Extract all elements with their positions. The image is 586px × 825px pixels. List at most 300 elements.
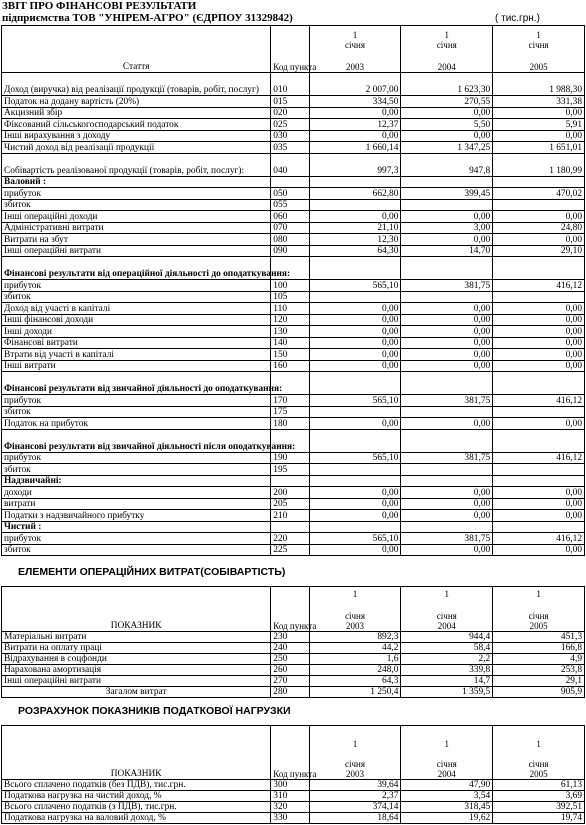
row-value: 374,14 xyxy=(309,802,401,813)
row-value xyxy=(401,199,493,211)
row-value: 381,75 xyxy=(401,533,493,545)
row-value: 12,30 xyxy=(309,234,401,246)
row-label: Фінансові результати від операційної діяльності до оподаткування: xyxy=(2,257,271,280)
header-period-2005: 1 січня 2005 xyxy=(493,587,585,632)
row-value xyxy=(401,521,493,533)
table-row xyxy=(2,464,585,476)
table-row xyxy=(2,222,585,234)
operating-costs-table xyxy=(1,586,585,698)
tax-burden-table xyxy=(1,725,585,824)
row-code: 090 xyxy=(271,245,309,257)
row-value: 416,12 xyxy=(493,452,585,464)
row-code: 310 xyxy=(271,791,309,802)
row-code: 055 xyxy=(271,199,309,211)
row-label: Матеріальні витрати xyxy=(2,632,271,643)
row-label: Чистий доход від реалізації продукції xyxy=(2,142,271,154)
row-value xyxy=(309,257,401,280)
row-code: 160 xyxy=(271,360,309,372)
row-value: 0,00 xyxy=(493,487,585,499)
row-value: 39,64 xyxy=(309,780,401,791)
row-code: 240 xyxy=(271,643,309,654)
row-value xyxy=(309,521,401,533)
row-label: Фінансові результати від звичайної діяльності після оподаткування: xyxy=(2,429,271,452)
row-code: 105 xyxy=(271,291,309,303)
row-label: прибуток xyxy=(2,395,271,407)
row-value: 381,75 xyxy=(401,395,493,407)
table-row xyxy=(2,257,585,280)
tax-section-title: РОЗРАХУНОК ПОКАЗНИКІВ ПОДАТКОВОЇ НАГРУЗКИ xyxy=(18,705,291,717)
row-value: 0,00 xyxy=(309,418,401,430)
row-value: 470,02 xyxy=(493,188,585,200)
row-code: 280 xyxy=(271,687,309,698)
row-label: Податкова нагрузка на валовий доход, % xyxy=(2,813,271,824)
row-value: 0,00 xyxy=(493,326,585,338)
row-code: 020 xyxy=(271,107,309,119)
row-value: 1 250,4 xyxy=(309,687,401,698)
table-row xyxy=(2,360,585,372)
table-row xyxy=(2,234,585,246)
row-value: 29,1 xyxy=(493,676,585,687)
row-label: Доход (виручка) від реалізації продукції (товарів, робіт, послуг) xyxy=(2,73,271,96)
table-row xyxy=(2,510,585,522)
row-value: 5,50 xyxy=(401,119,493,131)
row-value: 21,10 xyxy=(309,222,401,234)
row-label: прибуток xyxy=(2,188,271,200)
row-value: 0,00 xyxy=(401,360,493,372)
row-label: Собівартість реалізованої продукції (товарів, робіт, послуг): xyxy=(2,153,271,176)
table-row xyxy=(2,142,585,154)
row-value: 905,9 xyxy=(493,687,585,698)
row-code: 080 xyxy=(271,234,309,246)
table-row xyxy=(2,73,585,96)
row-value: 0,00 xyxy=(401,130,493,142)
row-value: 416,12 xyxy=(493,395,585,407)
row-label: збиток xyxy=(2,406,271,418)
table-row xyxy=(2,337,585,349)
row-code: 205 xyxy=(271,498,309,510)
header-period-2004: 1 січня 2004 xyxy=(401,26,493,73)
row-label: Втрати від участі в капіталі xyxy=(2,349,271,361)
row-label: Податок на прибуток xyxy=(2,418,271,430)
table-row xyxy=(2,521,585,533)
row-code: 180 xyxy=(271,418,309,430)
row-code: 130 xyxy=(271,326,309,338)
row-code: 195 xyxy=(271,464,309,476)
table-row xyxy=(2,176,585,188)
row-label: збиток xyxy=(2,199,271,211)
row-value: 0,00 xyxy=(493,234,585,246)
row-code xyxy=(271,475,309,487)
row-value xyxy=(401,464,493,476)
row-value: 381,75 xyxy=(401,280,493,292)
row-value xyxy=(493,291,585,303)
header-period-2004: 1 січня 2004 xyxy=(401,587,493,632)
row-value: 29,10 xyxy=(493,245,585,257)
row-label: доходи xyxy=(2,487,271,499)
row-value: 58,4 xyxy=(401,643,493,654)
row-code: 170 xyxy=(271,395,309,407)
row-value: 944,4 xyxy=(401,632,493,643)
row-label: Інші вирахування з доходу xyxy=(2,130,271,142)
row-label: прибуток xyxy=(2,280,271,292)
table-row xyxy=(2,676,585,687)
row-code: 050 xyxy=(271,188,309,200)
row-code xyxy=(271,521,309,533)
header-code: Код пункта xyxy=(271,726,309,780)
row-value: 0,00 xyxy=(401,211,493,223)
table-row xyxy=(2,687,585,698)
row-value xyxy=(309,199,401,211)
row-value: 451,3 xyxy=(493,632,585,643)
row-value xyxy=(401,406,493,418)
row-label: Адміністративні витрати xyxy=(2,222,271,234)
table-row xyxy=(2,533,585,545)
row-value: 0,00 xyxy=(309,211,401,223)
row-value: 0,00 xyxy=(493,360,585,372)
row-value: 0,00 xyxy=(309,544,401,556)
header-stat: Стаття xyxy=(2,26,271,73)
row-value xyxy=(401,372,493,395)
row-value: 0,00 xyxy=(493,130,585,142)
row-code: 070 xyxy=(271,222,309,234)
row-label: Податки з надзвичайного прибутку xyxy=(2,510,271,522)
row-label: Загалом витрат xyxy=(2,687,271,698)
row-value: 0,00 xyxy=(401,234,493,246)
table-row xyxy=(2,544,585,556)
row-code xyxy=(271,176,309,188)
row-value: 1 180,99 xyxy=(493,153,585,176)
row-label: Всього сплачено податків (без ПДВ), тис.грн. xyxy=(2,780,271,791)
row-value: 0,00 xyxy=(493,510,585,522)
table-row xyxy=(2,245,585,257)
row-value: 1,6 xyxy=(309,654,401,665)
row-code: 200 xyxy=(271,487,309,499)
row-value: 253,8 xyxy=(493,665,585,676)
row-value: 1 623,30 xyxy=(401,73,493,96)
row-label: Інші операційні витрати xyxy=(2,676,271,687)
row-code: 175 xyxy=(271,406,309,418)
table-row xyxy=(2,130,585,142)
table-row xyxy=(2,119,585,131)
row-value: 892,3 xyxy=(309,632,401,643)
table-row xyxy=(2,665,585,676)
header-indicator: ПОКАЗНИК xyxy=(2,587,271,632)
header-code: Код пункта xyxy=(271,587,309,632)
row-value: 1 651,01 xyxy=(493,142,585,154)
row-value: 44,2 xyxy=(309,643,401,654)
row-value: 18,64 xyxy=(309,813,401,824)
row-value: 318,45 xyxy=(401,802,493,813)
table-row xyxy=(2,372,585,395)
row-value xyxy=(493,521,585,533)
row-value: 61,13 xyxy=(493,780,585,791)
row-label: Всього сплачено податків (з ПДВ), тис.грн. xyxy=(2,802,271,813)
table-row xyxy=(2,188,585,200)
row-label: Витрати на оплату праці xyxy=(2,643,271,654)
row-value: 2,2 xyxy=(401,654,493,665)
table-header-row xyxy=(2,726,585,780)
row-label: Інші фінансові доходи xyxy=(2,314,271,326)
row-label: збиток xyxy=(2,464,271,476)
row-value: 0,00 xyxy=(401,303,493,315)
row-value: 64,30 xyxy=(309,245,401,257)
row-value: 2,37 xyxy=(309,791,401,802)
row-value: 3,54 xyxy=(401,791,493,802)
financial-results-table xyxy=(1,25,585,556)
table-row xyxy=(2,802,585,813)
row-value: 1 347,25 xyxy=(401,142,493,154)
row-value: 334,50 xyxy=(309,96,401,108)
row-code: 035 xyxy=(271,142,309,154)
row-value: 0,00 xyxy=(309,487,401,499)
row-value xyxy=(401,475,493,487)
row-value: 0,00 xyxy=(401,314,493,326)
table-header-row xyxy=(2,26,585,73)
row-value: 166,8 xyxy=(493,643,585,654)
row-label: Надзвичайні: xyxy=(2,475,271,487)
row-code: 030 xyxy=(271,130,309,142)
row-value xyxy=(493,429,585,452)
row-value: 565,10 xyxy=(309,452,401,464)
row-code: 210 xyxy=(271,510,309,522)
row-value: 14,7 xyxy=(401,676,493,687)
row-code: 230 xyxy=(271,632,309,643)
report-subtitle: підприємства ТОВ "УНІРЕМ-АГРО" (ЄДРПОУ 31329842) xyxy=(2,12,293,24)
row-code: 100 xyxy=(271,280,309,292)
row-value: 0,00 xyxy=(401,418,493,430)
row-label: Податкова нагрузка на чистий доход, % xyxy=(2,791,271,802)
row-value: 2 007,00 xyxy=(309,73,401,96)
table-row xyxy=(2,107,585,119)
row-code: 040 xyxy=(271,153,309,176)
row-value: 0,00 xyxy=(401,498,493,510)
row-value: 5,91 xyxy=(493,119,585,131)
header-code: Код пункта xyxy=(271,26,309,73)
header-period-2003: 1 січня 2003 xyxy=(309,587,401,632)
row-value: 0,00 xyxy=(401,510,493,522)
row-value: 0,00 xyxy=(309,326,401,338)
row-code: 015 xyxy=(271,96,309,108)
row-value: 0,00 xyxy=(401,107,493,119)
table-row xyxy=(2,199,585,211)
row-label: Інші операційні витрати xyxy=(2,245,271,257)
table-row xyxy=(2,813,585,824)
row-value: 0,00 xyxy=(493,211,585,223)
row-value xyxy=(493,475,585,487)
row-value xyxy=(493,176,585,188)
header-indicator: ПОКАЗНИК xyxy=(2,726,271,780)
row-value: 0,00 xyxy=(493,107,585,119)
row-value: 331,38 xyxy=(493,96,585,108)
row-code: 120 xyxy=(271,314,309,326)
row-label: збиток xyxy=(2,291,271,303)
row-value: 565,10 xyxy=(309,533,401,545)
row-value: 0,00 xyxy=(401,337,493,349)
row-value: 0,00 xyxy=(309,360,401,372)
row-label: Акцизний збір xyxy=(2,107,271,119)
row-value: 0,00 xyxy=(493,337,585,349)
unit-label: ( тис.грн.) xyxy=(495,13,540,24)
row-value: 416,12 xyxy=(493,533,585,545)
row-value: 0,00 xyxy=(401,349,493,361)
row-value: 997,3 xyxy=(309,153,401,176)
table-row xyxy=(2,303,585,315)
row-value: 24,80 xyxy=(493,222,585,234)
row-label: Інші витрати xyxy=(2,360,271,372)
row-value: 0,00 xyxy=(493,303,585,315)
header-period-2003: 1 січня 2003 xyxy=(309,726,401,780)
table-row xyxy=(2,211,585,223)
row-code: 260 xyxy=(271,665,309,676)
row-label: Чистий : xyxy=(2,521,271,533)
row-value: 248,0 xyxy=(309,665,401,676)
row-value xyxy=(493,406,585,418)
row-value: 1 359,5 xyxy=(401,687,493,698)
row-value: 0,00 xyxy=(309,314,401,326)
row-value xyxy=(493,464,585,476)
row-value: 392,51 xyxy=(493,802,585,813)
table-row xyxy=(2,406,585,418)
row-code: 270 xyxy=(271,676,309,687)
row-value xyxy=(401,291,493,303)
header-period-2005: 1 січня 2005 xyxy=(493,726,585,780)
row-value: 0,00 xyxy=(401,487,493,499)
report-title: ЗВІТ ПРО ФІНАНСОВІ РЕЗУЛЬТАТИ xyxy=(2,0,197,12)
row-code: 150 xyxy=(271,349,309,361)
table-row xyxy=(2,487,585,499)
table-row xyxy=(2,632,585,643)
row-value: 1 660,14 xyxy=(309,142,401,154)
row-value xyxy=(309,464,401,476)
header-period-2005: 1 січня 2005 xyxy=(493,26,585,73)
table-row xyxy=(2,780,585,791)
row-label: Фіксований сільськогосподарський податок xyxy=(2,119,271,131)
row-value: 0,00 xyxy=(309,349,401,361)
row-code: 060 xyxy=(271,211,309,223)
costs-section-title: ЕЛЕМЕНТИ ОПЕРАЦІЙНИХ ВИТРАТ(СОБІВАРТІСТЬ) xyxy=(18,566,286,578)
row-value: 0,00 xyxy=(493,314,585,326)
row-value: 14,70 xyxy=(401,245,493,257)
row-value xyxy=(309,291,401,303)
row-label: прибуток xyxy=(2,533,271,545)
row-code: 220 xyxy=(271,533,309,545)
row-value xyxy=(309,372,401,395)
row-label: Доход від участі в капіталі xyxy=(2,303,271,315)
row-label: Витрати на збут xyxy=(2,234,271,246)
row-code: 010 xyxy=(271,73,309,96)
table-row xyxy=(2,349,585,361)
row-code: 250 xyxy=(271,654,309,665)
row-code: 190 xyxy=(271,452,309,464)
row-value xyxy=(401,176,493,188)
table-row xyxy=(2,475,585,487)
row-value xyxy=(493,257,585,280)
row-value: 0,00 xyxy=(401,326,493,338)
row-label: Інші операційні доходи xyxy=(2,211,271,223)
row-code: 025 xyxy=(271,119,309,131)
row-code: 330 xyxy=(271,813,309,824)
row-value: 0,00 xyxy=(401,544,493,556)
row-value: 0,00 xyxy=(493,544,585,556)
row-value: 381,75 xyxy=(401,452,493,464)
row-value: 0,00 xyxy=(493,349,585,361)
row-label: Фінансові результати від звичайної діяльності до оподаткування: xyxy=(2,372,271,395)
row-value xyxy=(401,257,493,280)
row-value: 339,8 xyxy=(401,665,493,676)
row-value: 0,00 xyxy=(309,510,401,522)
row-value xyxy=(309,176,401,188)
row-label: Податок на додану вартість (20%) xyxy=(2,96,271,108)
row-label: збиток xyxy=(2,544,271,556)
row-label: Відрахування в соцфонди xyxy=(2,654,271,665)
row-value: 270,55 xyxy=(401,96,493,108)
row-code: 300 xyxy=(271,780,309,791)
row-code: 110 xyxy=(271,303,309,315)
row-value: 0,00 xyxy=(493,498,585,510)
row-code: 320 xyxy=(271,802,309,813)
table-row xyxy=(2,643,585,654)
row-value: 0,00 xyxy=(309,107,401,119)
header-period-2003: 1 січня 2003 xyxy=(309,26,401,73)
row-value: 399,45 xyxy=(401,188,493,200)
table-row xyxy=(2,291,585,303)
row-label: Інші доходи xyxy=(2,326,271,338)
table-row xyxy=(2,791,585,802)
row-value: 19,62 xyxy=(401,813,493,824)
table-row xyxy=(2,326,585,338)
header-period-2004: 1 січня 2004 xyxy=(401,726,493,780)
row-label: витрати xyxy=(2,498,271,510)
row-value xyxy=(309,406,401,418)
row-value: 12,37 xyxy=(309,119,401,131)
row-value xyxy=(493,199,585,211)
row-label: Нарахована амортизація xyxy=(2,665,271,676)
table-row xyxy=(2,280,585,292)
table-row xyxy=(2,395,585,407)
table-row xyxy=(2,418,585,430)
row-value: 3,00 xyxy=(401,222,493,234)
table-row xyxy=(2,452,585,464)
row-label: прибуток xyxy=(2,452,271,464)
row-value: 0,00 xyxy=(309,337,401,349)
row-value: 19,74 xyxy=(493,813,585,824)
row-value xyxy=(401,429,493,452)
row-value xyxy=(309,429,401,452)
row-value: 662,80 xyxy=(309,188,401,200)
row-value: 416,12 xyxy=(493,280,585,292)
row-value: 947,8 xyxy=(401,153,493,176)
table-row xyxy=(2,153,585,176)
row-value: 64,3 xyxy=(309,676,401,687)
row-value: 0,00 xyxy=(309,303,401,315)
row-value: 0,00 xyxy=(493,418,585,430)
row-label: Валовий : xyxy=(2,176,271,188)
row-value: 0,00 xyxy=(309,130,401,142)
row-value: 47,90 xyxy=(401,780,493,791)
table-row xyxy=(2,429,585,452)
row-value xyxy=(493,372,585,395)
table-row xyxy=(2,498,585,510)
row-value: 3,69 xyxy=(493,791,585,802)
row-label: Фінансові витрати xyxy=(2,337,271,349)
row-code: 140 xyxy=(271,337,309,349)
row-value: 565,10 xyxy=(309,395,401,407)
row-value: 565,10 xyxy=(309,280,401,292)
row-value: 4,9 xyxy=(493,654,585,665)
table-header-row xyxy=(2,587,585,632)
row-value: 0,00 xyxy=(309,498,401,510)
table-row xyxy=(2,654,585,665)
